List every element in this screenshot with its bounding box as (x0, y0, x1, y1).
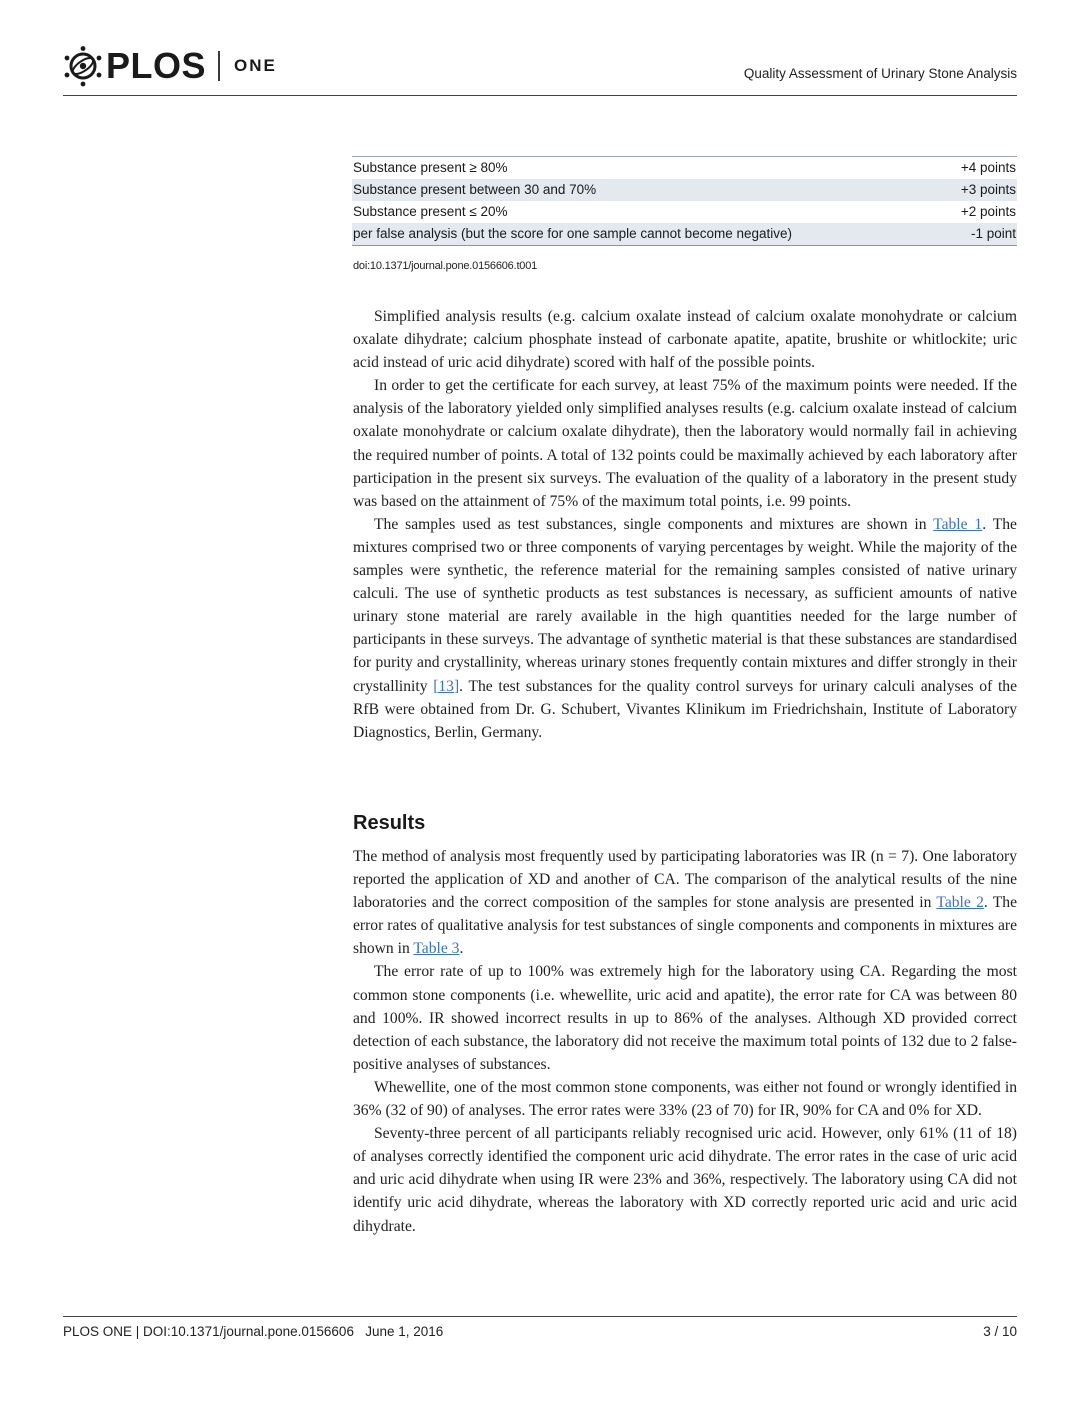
table-row (352, 201, 1017, 223)
paragraph-text: . The error rates of qualitative analysis for test substances of single components and components in mixtures are shown in (353, 894, 1017, 958)
table-cell-points: +4 points (941, 157, 1017, 180)
paragraph: Simplified analysis results (e.g. calcium oxalate instead of calcium oxalate monohydrate or calcium oxalate dihydrate; calcium phosphate instead of carbonate apatite, apatite, brushite or whitlockite; uric acid instead of uric acid dihydrate) scored with half of the possible points. (353, 308, 1017, 372)
footer-divider (63, 1316, 1017, 1317)
results-heading: Results (353, 812, 426, 834)
paragraph: In order to get the certificate for each survey, at least 75% of the maximum points were needed. If the analysis of the laboratory yielded only simplified analyses results (e.g. calcium oxalate instead of calcium oxalate monohydrate or calcium oxalate dihydrate), then the laboratory would normally fail in achieving the required number of points. A total of 132 points could be maximally achieved by each laboratory after participation in the present six surveys. The evaluation of the quality of a laboratory in the present study was based on the attainment of 75% of the maximum total points, i.e. 99 points. (353, 377, 1017, 510)
journal-logo (62, 44, 277, 88)
logo-text: PLOS (106, 45, 207, 86)
footer-citation: PLOS ONE | DOI:10.1371/journal.pone.0156606 June 1, 2016 (63, 1324, 444, 1339)
paragraph-text: . The test substances for the quality control surveys for urinary calculi analyses of the RfB were obtained from Dr. G. Schubert, Vivantes Klinikum im Friedrichshain, Institute of Laboratory Diagnostics, Berlin, Germany. (353, 677, 1018, 741)
table-row (352, 157, 1017, 180)
table-cell-criterion: Substance present between 30 and 70% (352, 179, 941, 201)
table-doi: doi:10.1371/journal.pone.0156606.t001 (353, 260, 538, 272)
header-divider (63, 95, 1017, 96)
table-cell-points: +2 points (960, 204, 1016, 219)
logo-divider (218, 51, 220, 81)
logo-suffix: ONE (234, 56, 277, 75)
table-row (352, 223, 1017, 246)
paragraph (353, 845, 1017, 960)
running-title: Quality Assessment of Urinary Stone Analysis (743, 66, 1017, 81)
table-row (352, 179, 1017, 201)
paragraph-text: . The mixtures comprised two or three components of varying percentages by weight. While the majority of the samples were synthetic, the reference material for the remaining samples consisted of native urinary calculi. The use of synthetic products as test substances is necessary, as sufficient amounts of native urinary stone material are rarely available in the high quantities needed for the large number of participants in these surveys. The advantage of synthetic material is that these substances are standardised for purity and crystallinity, whereas urinary stones frequently contain mixtures and differ strongly in their crystallinity (353, 515, 1017, 695)
table-3-link[interactable]: Table 3 (413, 940, 460, 958)
plos-logo-icon (62, 45, 104, 87)
table-cell-points: +3 points (941, 179, 1017, 201)
paragraph-text: The method of analysis most frequently used by participating laboratories was IR (n = 7). One laboratory reported the application of XD and another of CA. The comparison of the analytical results of the nine laboratories and the correct composition of the samples for stone analysis are presented in (353, 848, 1017, 912)
reference-13-link[interactable]: [13] (433, 677, 460, 695)
table-cell-criterion: Substance present ≤ 20% (353, 204, 508, 219)
table-cell-criterion: Substance present ≥ 80% (352, 157, 941, 180)
paragraph: Whewellite, one of the most common stone components, was either not found or wrongly identified in 36% (32 of 90) of analyses. The error rates were 33% (23 of 70) for IR, 90% for CA and 0% for XD. (353, 1078, 1017, 1120)
scoring-table (352, 156, 1017, 246)
paragraph: Seventy-three percent of all participants reliably recognised uric acid. However, only 61% (11 of 18) of analyses correctly identified the component uric acid dihydrate. The error rates in the case of uric acid and uric acid dihydrate when using IR were 23% and 36%, respectively. The laboratory using CA did not identify uric acid dihydrate, whereas the laboratory with XD correctly reported uric acid and uric acid dihydrate. (353, 1125, 1017, 1235)
table-1-link[interactable]: Table 1 (933, 515, 983, 533)
results-text (353, 845, 1017, 1238)
paragraph (353, 513, 1017, 744)
table-cell-points: -1 point (941, 223, 1017, 246)
table-2-link[interactable]: Table 2 (936, 894, 984, 912)
table-cell-criterion: per false analysis (but the score for one sample cannot become negative) (352, 223, 941, 246)
paragraph-text: The samples used as test substances, single components and mixtures are shown in (374, 515, 934, 533)
page-number: 3 / 10 (983, 1324, 1017, 1339)
paragraph: The error rate of up to 100% was extremely high for the laboratory using CA. Regarding the most common stone components (i.e. whewellite, uric acid and apatite), the error rate for CA was between 80 and 100%. IR showed incorrect results in up to 86% of the analyses. Although XD provided correct detection of each substance, the laboratory did not receive the maximum total points of 132 due to 2 false-positive analyses of substances. (353, 963, 1017, 1073)
methods-text (353, 305, 1017, 744)
paragraph-text: . (459, 940, 464, 958)
